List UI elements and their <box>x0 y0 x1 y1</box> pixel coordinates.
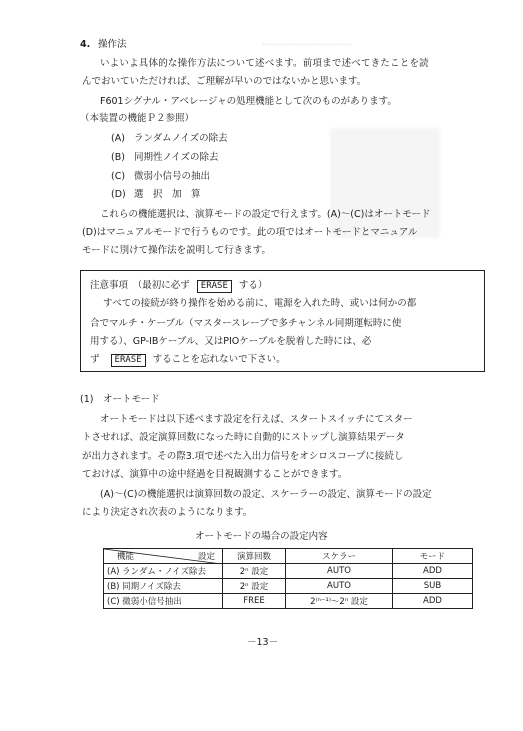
row-function <box>104 594 223 609</box>
intro-line-2: んでおいていただければ、ご理解が早いのではないかと思います。 <box>82 76 367 87</box>
row-count: FREE <box>223 594 286 609</box>
row-scaler: AUTO <box>286 564 393 579</box>
mode-line-2: (D)はマニュアルモードで行うものです。此の項ではオートモードとマニュアル <box>82 227 418 238</box>
row-name: 微弱小信号抽出 <box>122 597 182 607</box>
section-title: 操作法 <box>98 39 127 50</box>
function-mark-b: (B) <box>111 152 125 163</box>
row-function <box>104 564 223 579</box>
header-mode: モード <box>393 549 473 564</box>
row-mark: (C) <box>107 597 120 607</box>
table-row <box>104 564 473 579</box>
header-corner-left: 機能 <box>117 552 135 562</box>
auto-mode-line-1: オートモードは以下述べます設定を行えば、スタートスイッチにてスター <box>100 414 413 425</box>
row-mode: ADD <box>393 594 473 609</box>
row-scaler: AUTO <box>286 579 393 594</box>
notice-line-2: 合でマルチ・ケーブル（マスタースレーブで多チャンネル同期運転時に使 <box>90 318 402 329</box>
function-mark-a: (A) <box>111 133 125 144</box>
intro-line-1: いよいよ具体的な操作方法について述べます。前項まで述べてきたことを読 <box>100 58 429 69</box>
table-header-row <box>104 549 473 564</box>
auto-mode-line-6: により決定され次表のようになります。 <box>82 507 253 518</box>
row-count: 2ⁿ 設定 <box>223 564 286 579</box>
notice-heading-suffix: する） <box>238 280 268 291</box>
row-mark: (A) <box>107 567 120 577</box>
function-mark-d: (D) <box>111 189 126 200</box>
bleed-through-text: ………………………… <box>262 38 352 48</box>
row-scaler: 2⁽ⁿ⁻¹⁾～2ⁿ 設定 <box>286 594 393 609</box>
table-row <box>104 594 473 609</box>
function-text-a: ランダムノイズの除去 <box>134 133 228 144</box>
row-mode: ADD <box>393 564 473 579</box>
row-function <box>104 579 223 594</box>
function-text-d: 選 択 加 算 <box>134 189 201 200</box>
notice-line-1: すべての接続が終り操作を始める前に、電源を入れた時、或いは何かの都 <box>103 298 417 309</box>
auto-mode-line-4: ておけば、演算中の途中経過を目視観測することができます。 <box>82 469 348 480</box>
header-scaler: スケラー <box>286 549 393 564</box>
section-number: 4. <box>80 39 91 50</box>
auto-mode-line-2: トさせれば、設定演算回数になった時に自動的にストップし演算結果データ <box>82 432 405 443</box>
erase-key-label: ERASE <box>197 280 232 293</box>
bleed-through-patch <box>330 128 440 238</box>
row-name: ランダム・ノイズ除去 <box>122 567 206 577</box>
notice-line-3: 用する）、GP-IBケーブル、又はPIOケーブルを脱着した時には、必 <box>90 336 372 347</box>
page-number: －13－ <box>247 637 279 648</box>
erase-key-label-2: ERASE <box>111 354 146 367</box>
row-mode: SUB <box>393 579 473 594</box>
table-row <box>104 579 473 594</box>
mode-line-3: モードに別けて操作法を説明して行きます。 <box>82 245 271 256</box>
intro-line-3: F601シグナル・アベレージャの処理機能として次のものがあります。 <box>100 96 397 107</box>
header-corner-right: 設定 <box>197 552 215 562</box>
notice-heading <box>90 280 267 293</box>
mode-line-1: これらの機能選択は、演算モードの設定で行えます。(A)～(C)はオートモード <box>100 209 431 220</box>
notice-heading-prefix: 注意事項 （最初に必ず <box>90 280 190 291</box>
settings-table <box>103 548 473 609</box>
notice-line-4-prefix: ず <box>90 354 100 365</box>
auto-mode-line-5: (A)～(C)の機能選択は演算回数の設定、スケーラーの設定、演算モードの設定 <box>100 489 432 500</box>
intro-line-4: （本装置の機能Ｐ２参照） <box>80 113 195 124</box>
notice-line-4 <box>90 354 286 367</box>
function-mark-c: (C) <box>111 171 126 182</box>
header-corner-cell <box>104 549 223 564</box>
function-text-b: 同期性ノイズの除去 <box>134 152 219 163</box>
auto-mode-line-3: が出力されます。その際3.項で述べた入出力信号をオシロスコープに接続し <box>82 451 404 462</box>
auto-mode-heading: (1) オートモード <box>80 394 160 405</box>
row-mark: (B) <box>107 582 120 592</box>
row-count: 2ⁿ 設定 <box>223 579 286 594</box>
table-caption: オートモードの場合の設定内容 <box>195 531 328 542</box>
row-name: 同期ノイズ除去 <box>122 582 181 592</box>
notice-line-4-suffix: することを忘れないで下さい。 <box>152 354 286 365</box>
function-text-c: 微弱小信号の抽出 <box>134 171 211 182</box>
header-count: 演算回数 <box>223 549 286 564</box>
